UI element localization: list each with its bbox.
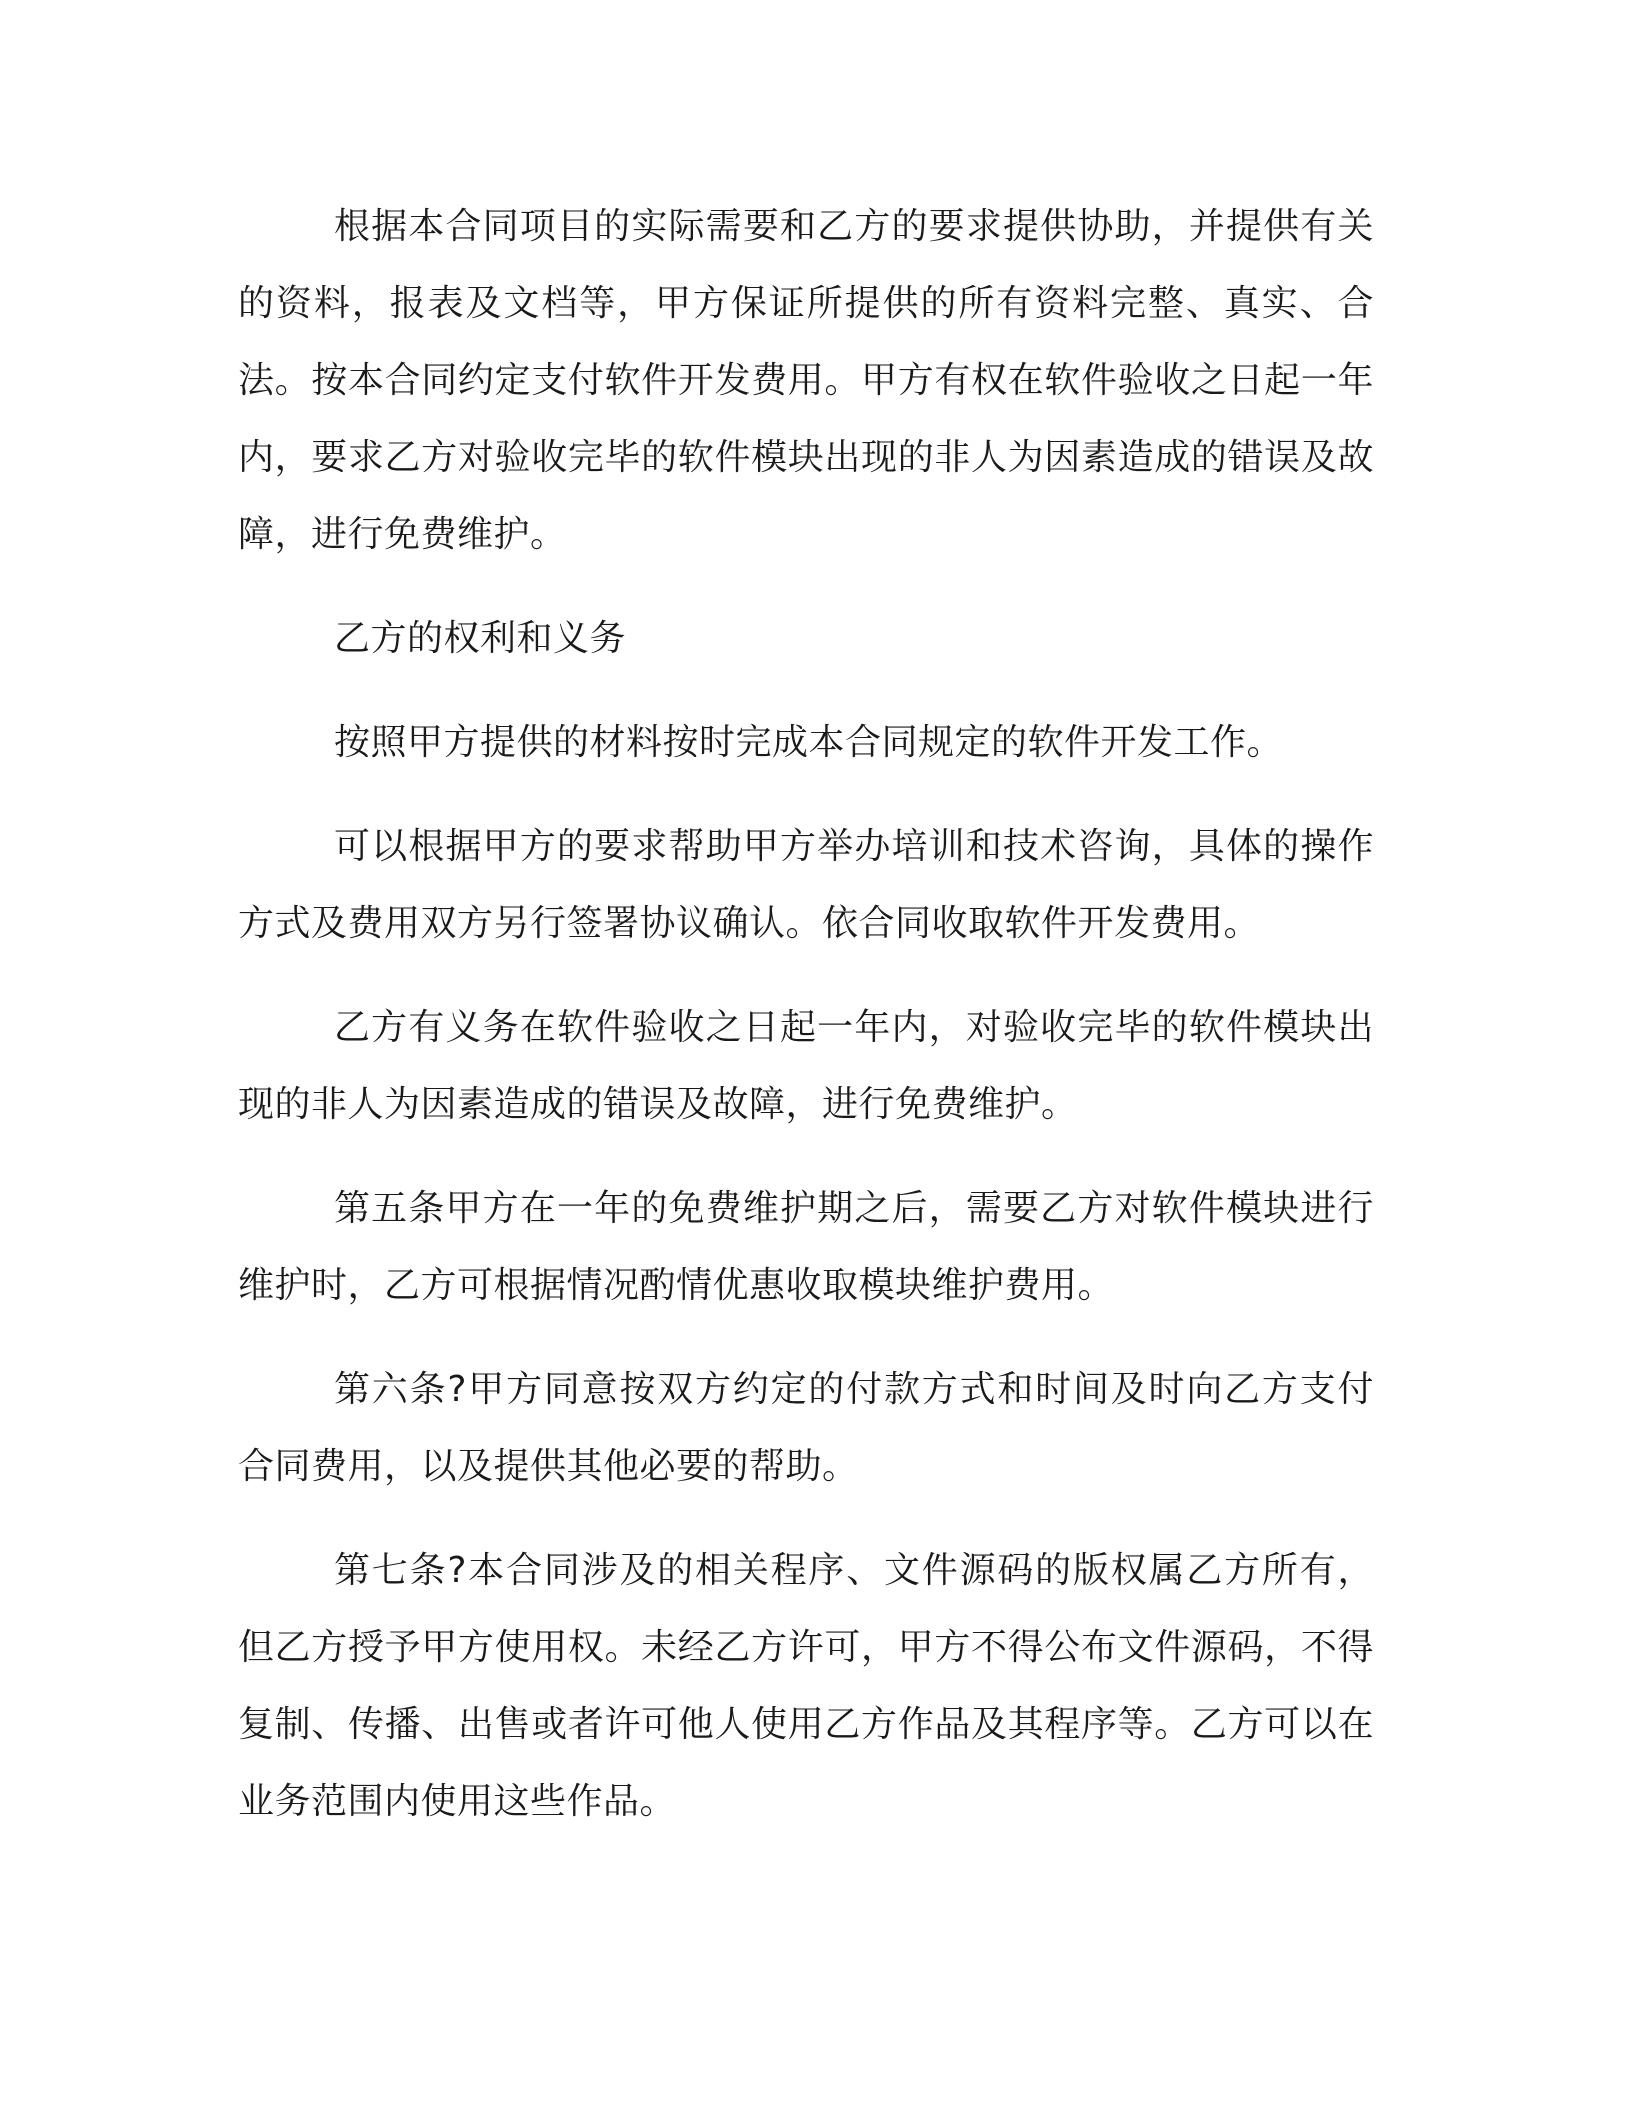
paragraph-free-maintenance: 乙方有义务在软件验收之日起一年内，对验收完毕的软件模块出现的非人为因素造成的错误及故障，进行免费维护。 (238, 1007, 1374, 1125)
paragraph-article-6: 第六条?甲方同意按双方约定的付款方式和时间及时向乙方支付合同费用，以及提供其他必要的帮助。 (238, 1369, 1374, 1487)
document-body (238, 188, 1374, 1867)
paragraph-article-7: 第七条?本合同涉及的相关程序、文件源码的版权属乙方所有，但乙方授予甲方使用权。未经乙方许可，甲方不得公布文件源码，不得复制、传播、出售或者许可他人使用乙方作品及其程序等。乙方可以在业务范围内使用这些作品。 (238, 1550, 1374, 1822)
paragraph-party-a-obligations: 根据本合同项目的实际需要和乙方的要求提供协助，并提供有关的资料，报表及文档等，甲方保证所提供的所有资料完整、真实、合法。按本合同约定支付软件开发费用。甲方有权在软件验收之日起一年内，要求乙方对验收完毕的软件模块出现的非人为因素造成的错误及故障，进行免费维护。 (238, 206, 1374, 555)
paragraph-development-work: 按照甲方提供的材料按时完成本合同规定的软件开发工作。 (334, 722, 1284, 763)
section-heading-party-b-rights: 乙方的权利和义务 (334, 618, 627, 659)
paragraph-training-consulting: 可以根据甲方的要求帮助甲方举办培训和技术咨询，具体的操作方式及费用双方另行签署协议确认。依合同收取软件开发费用。 (238, 826, 1374, 944)
paragraph-article-5: 第五条甲方在一年的免费维护期之后，需要乙方对软件模块进行维护时，乙方可根据情况酌情优惠收取模块维护费用。 (238, 1188, 1374, 1306)
